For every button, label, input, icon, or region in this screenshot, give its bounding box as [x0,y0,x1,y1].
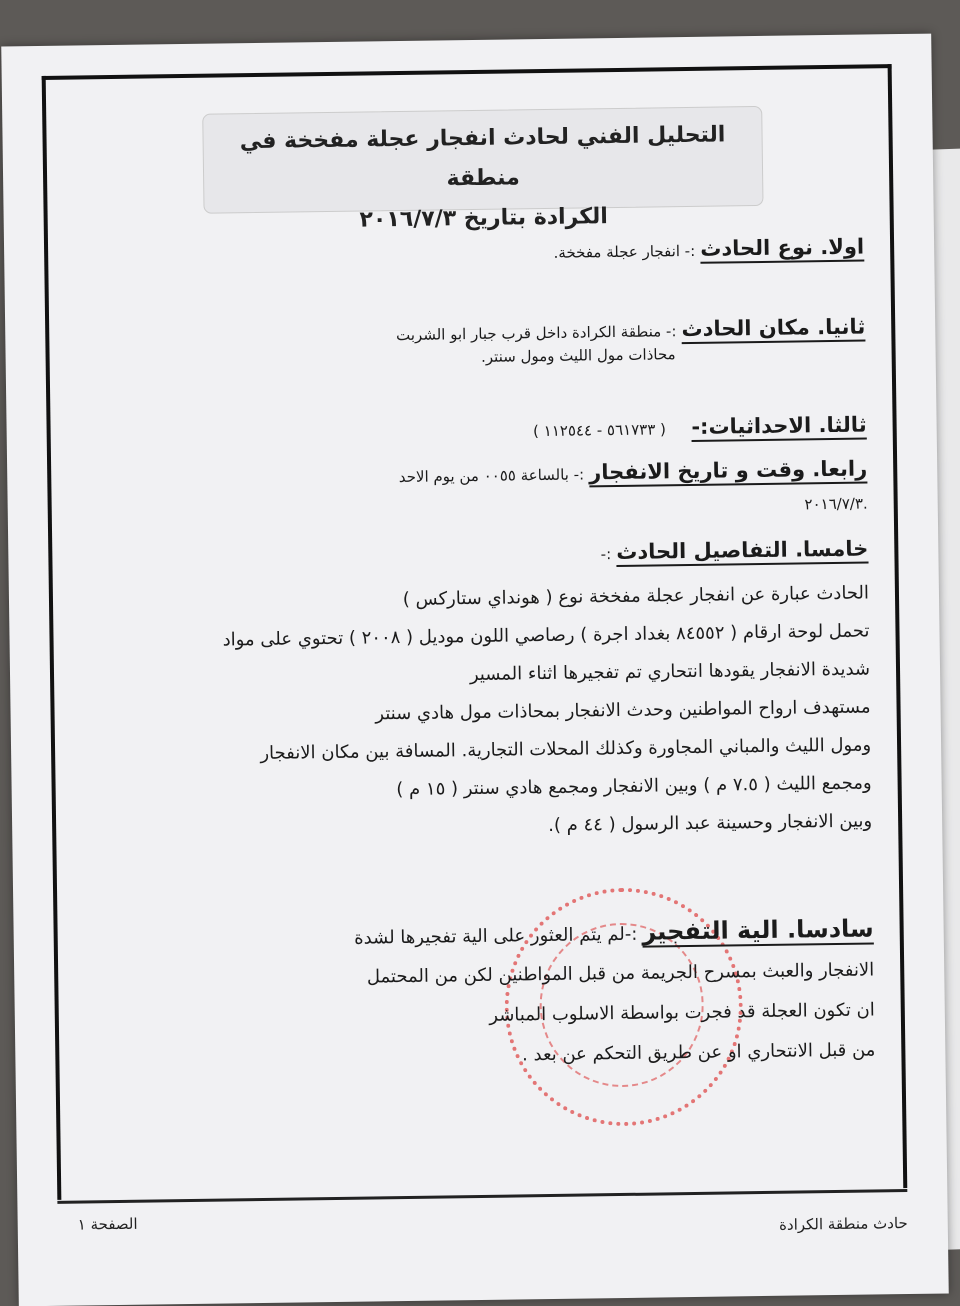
title-box [202,106,763,233]
title-line-1: التحليل الفني لحادث انفجار عجلة مفخخة في منطقة [239,122,726,192]
title-line-2: الكرادة بتاريخ ٢٠١٦/٧/٣ [359,204,609,233]
details-line: ومجمع الليث ( ٧.٥ م ) وبين الانفجار ومجمع هادي سنتر ( ١٥ م ) [396,772,872,801]
details-line: شديدة الانفجار يقودها انتحاري تم تفجيرها اثناء المسير [469,658,871,686]
section-1 [553,235,864,263]
details-line: الحادث عبارة عن انفجار عجلة مفخخة نوع ( هونداي ستاركس ) [402,582,870,610]
section-value: ( ٥٦١٧٣٣ - ١١٢٥٤٤ ) [532,420,667,441]
section-value: :- بالساعة ٠٠٥٥ من يوم الاحد [398,465,585,487]
section-heading: رابعا. وقت و تاريخ الانفجار [589,456,868,485]
section-3 [533,413,867,442]
section-heading: ثانيا. مكان الحادث [681,314,866,342]
footer-document-name: حادث منطقة الكرادة [778,1214,908,1234]
section-heading: خامسا. التفاصيل الحادث [616,536,869,565]
section-4-cont: .٢٠١٦/٧/٣ [804,494,868,514]
footer-page-number: الصفحة ١ [77,1214,138,1234]
details-line: تحمل لوحة ارقام ( ٨٤٥٥٢ بغداد اجرة ) رصاصي اللون موديل ( ٢٠٠٨ ) تحتوي على مواد [222,620,870,651]
section-value: :-لم يتم العثور على الية تفجيرها لشدة [354,923,638,949]
mechanism-line: ان تكون العجلة قد فجرت بواسطة الاسلوب المباشر [489,999,875,1026]
details-line: وبين الانفجار وحسينة عبد الرسول ( ٤٤ م ). [548,810,873,836]
mechanism-line: من قبل الانتحاري او عن طريق التحكم عن بعد . [521,1039,876,1066]
section-5 [601,536,869,564]
section-value: :- منطقة الكرادة داخل قرب جبار ابو الشربت [395,322,677,345]
details-line: مستهدف ارواح المواطنين وحدث الانفجار بمحاذات مول هادي سنتر [375,696,871,725]
mechanism-line: الانفجار والعبث بمسرح الجريمة من قبل المواطنين لكن من المحتمل [366,959,875,988]
document-page [1,34,949,1306]
section-value: :- انفجار عجلة مفخخة. [553,241,696,262]
section-2-cont: محاذات مول الليث ومول سنتر. [480,345,676,366]
section-value: :- [600,545,612,564]
section-heading: اولا. نوع الحادث [700,234,865,261]
section-heading: سادسا. الية التفجير [642,914,874,946]
details-line: ومول الليث والمباني المجاورة وكذلك المحلات التجارية. المسافة بين مكان الانفجار [260,734,872,765]
section-heading: ثالثا. الاحداثيات:- [691,412,867,439]
